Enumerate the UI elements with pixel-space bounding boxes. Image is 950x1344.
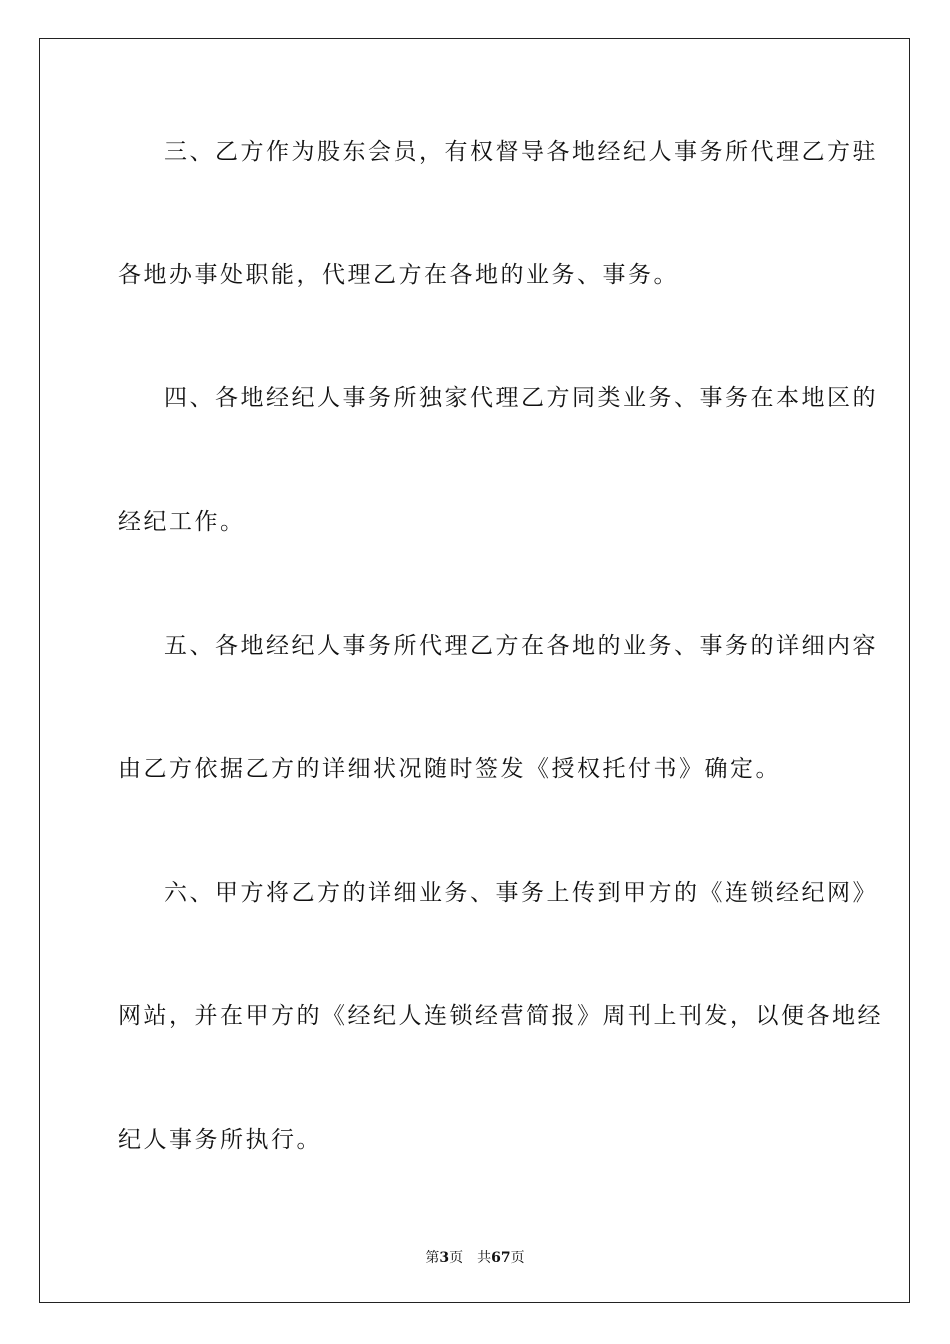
footer-total-pages: 67 (491, 1250, 511, 1266)
paragraph-3-line-2: 各地办事处职能，代理乙方在各地的业务、事务。 (118, 262, 679, 288)
footer-page-prefix: 第 (425, 1250, 440, 1266)
paragraph-6-line-3: 纪人事务所执行。 (118, 1127, 322, 1153)
paragraph-4-line-2: 经纪工作。 (118, 509, 246, 535)
page-border (39, 38, 910, 1303)
page-footer (0, 1247, 950, 1267)
footer-page-number: 3 (439, 1250, 450, 1266)
paragraph-3-line-1: 三、乙方作为股东会员，有权督导各地经纪人事务所代理乙方驻 (164, 139, 878, 165)
footer-total-prefix: 共 (477, 1250, 492, 1266)
paragraph-5-line-2: 由乙方依据乙方的详细状况随时签发《授权托付书》确定。 (118, 756, 781, 782)
paragraph-5-line-1: 五、各地经纪人事务所代理乙方在各地的业务、事务的详细内容 (164, 633, 878, 659)
paragraph-4-line-1: 四、各地经纪人事务所独家代理乙方同类业务、事务在本地区的 (164, 385, 878, 411)
paragraph-6-line-2: 网站，并在甲方的《经纪人连锁经营简报》周刊上刊发，以便各地经 (118, 1003, 883, 1029)
paragraph-6-line-1: 六、甲方将乙方的详细业务、事务上传到甲方的《连锁经纪网》 (164, 880, 878, 906)
footer-total-suffix: 页 (510, 1250, 525, 1266)
footer-page-suffix: 页 (449, 1250, 464, 1266)
